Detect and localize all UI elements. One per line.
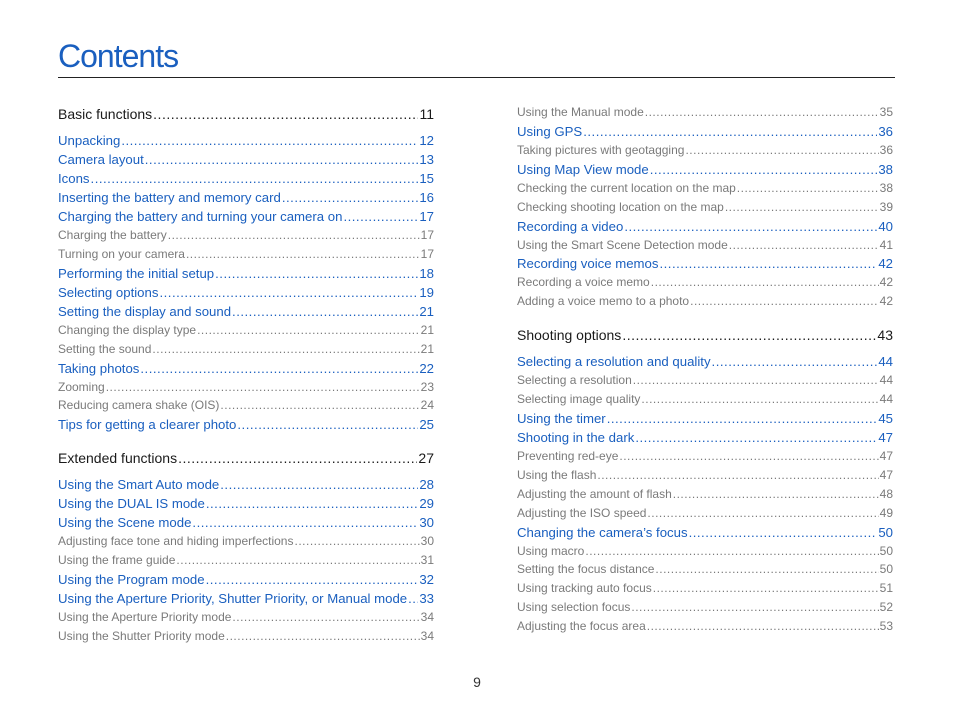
toc-entry <box>58 396 434 415</box>
dot-leader <box>647 617 879 636</box>
toc-entry-title: Charging the battery and turning your camera on <box>58 209 343 224</box>
toc-entry-page: 34 <box>420 610 434 625</box>
toc-entry-title: Checking the current location on the map <box>517 180 736 195</box>
toc-entry-title: Adding a voice memo to a photo <box>517 294 690 309</box>
toc-entry-title: Using the timer <box>517 411 606 427</box>
toc-entry-title: Using the Shutter Priority mode <box>58 629 225 644</box>
dot-leader <box>685 141 878 160</box>
dot-leader <box>650 160 878 179</box>
toc-entry-page: 33 <box>419 591 434 607</box>
toc-entry-title: Using tracking auto focus <box>517 581 652 596</box>
toc-entry[interactable] <box>58 264 434 283</box>
toc-entry[interactable] <box>58 589 434 608</box>
toc-entry-page: 32 <box>419 572 434 588</box>
toc-entry-page: 24 <box>420 398 434 413</box>
toc-entry-title: Shooting options <box>517 327 622 344</box>
toc-entry <box>517 617 893 636</box>
toc-entry <box>517 579 893 598</box>
toc-entry <box>58 627 434 646</box>
toc-entry-title: Charging the battery <box>58 228 167 242</box>
toc-entry <box>517 466 893 485</box>
toc-entry[interactable] <box>58 207 434 226</box>
toc-entry-title: Using selection focus <box>517 600 631 615</box>
dot-leader <box>651 273 879 292</box>
toc-entry[interactable] <box>517 352 893 371</box>
toc-entry-title: Adjusting the ISO speed <box>517 505 647 520</box>
toc-entry-page: 51 <box>879 581 893 596</box>
toc-entry-title: Using the frame guide <box>58 553 176 568</box>
toc-entry <box>517 198 893 217</box>
toc-entry <box>517 542 893 561</box>
toc-entry <box>517 141 893 160</box>
toc-entry[interactable] <box>58 302 434 321</box>
section-gap <box>517 311 893 325</box>
toc-entry-page: 36 <box>878 123 893 139</box>
dot-leader <box>585 542 878 561</box>
toc-entry-title: Inserting the battery and memory card <box>58 190 281 205</box>
dot-leader <box>206 570 419 589</box>
dot-leader <box>215 264 418 283</box>
toc-left-column <box>58 104 434 646</box>
toc-entry <box>517 273 893 292</box>
toc-entry[interactable] <box>517 409 893 428</box>
toc-entry-title: Setting the focus distance <box>517 562 655 577</box>
toc-entry-title: Selecting options <box>58 284 159 300</box>
toc-entry-title: Shooting in the dark <box>517 430 635 446</box>
toc-entry-title: Camera layout <box>58 152 144 167</box>
toc-entry <box>58 226 434 245</box>
toc-entry-page: 12 <box>419 133 434 148</box>
toc-entry-title: Using the Scene mode <box>58 515 192 531</box>
dot-leader <box>232 608 419 627</box>
toc-entry-page: 50 <box>879 543 893 558</box>
toc-entry[interactable] <box>517 523 893 542</box>
toc-entry[interactable] <box>517 217 893 236</box>
toc-entry[interactable] <box>58 150 434 169</box>
toc-entry-page: 19 <box>419 284 434 300</box>
dot-leader <box>408 589 418 608</box>
toc-entry-page: 25 <box>419 417 434 433</box>
dot-leader <box>659 254 877 273</box>
toc-entry-page: 48 <box>879 486 893 501</box>
toc-entry-page: 44 <box>878 354 893 370</box>
toc-entry-title: Setting the display and sound <box>58 303 232 319</box>
toc-entry-page: 17 <box>420 246 434 261</box>
toc-entry[interactable] <box>58 513 434 532</box>
toc-entry-title: Using the DUAL IS mode <box>58 496 205 512</box>
toc-entry-page: 38 <box>879 180 893 195</box>
toc-entry-title: Unpacking <box>58 133 121 148</box>
toc-entry-title: Reducing camera shake (OIS) <box>58 398 220 413</box>
dot-leader <box>633 371 879 390</box>
toc-entry[interactable] <box>58 415 434 434</box>
dot-leader <box>220 475 418 494</box>
dot-leader <box>619 447 878 466</box>
toc-entry-page: 29 <box>419 496 434 512</box>
dot-leader <box>725 198 879 217</box>
toc-entry <box>517 485 893 504</box>
toc-entry <box>58 378 434 397</box>
dot-leader <box>168 226 420 245</box>
toc-entry-page: 45 <box>878 411 893 427</box>
dot-leader <box>226 627 420 646</box>
toc-entry-page: 50 <box>878 524 893 540</box>
dot-leader <box>186 245 420 264</box>
toc-entry <box>58 340 434 359</box>
toc-entry <box>517 179 893 198</box>
dot-leader <box>712 352 878 371</box>
dot-leader <box>690 292 879 311</box>
dot-leader <box>607 409 878 428</box>
dot-leader <box>343 207 418 226</box>
toc-entry-page: 34 <box>420 629 434 644</box>
toc-entry-title: Using the Smart Scene Detection mode <box>517 237 728 252</box>
toc-entry-page: 17 <box>419 209 434 224</box>
dot-leader <box>624 217 877 236</box>
toc-entry-title: Selecting a resolution and quality <box>517 354 711 370</box>
dot-leader <box>178 448 417 468</box>
toc-entry[interactable] <box>517 254 893 273</box>
toc-entry-title: Turning on your camera <box>58 246 185 261</box>
toc-entry-page: 28 <box>419 477 434 493</box>
toc-entry-page: 43 <box>877 327 893 344</box>
dot-leader <box>729 236 879 255</box>
toc-entry-title: Adjusting face tone and hiding imperfections <box>58 534 294 549</box>
toc-entry[interactable] <box>58 570 434 589</box>
toc-entry-title: Using the Manual mode <box>517 105 644 119</box>
toc-entry-title: Taking pictures with geotagging <box>517 142 685 157</box>
dot-leader <box>583 122 877 141</box>
toc-section-heading <box>517 325 893 345</box>
toc-entry-title: Recording a voice memo <box>517 275 650 290</box>
toc-entry-title: Checking shooting location on the map <box>517 199 724 214</box>
toc-entry-page: 11 <box>419 106 434 122</box>
toc-entry[interactable] <box>517 122 893 141</box>
dot-leader <box>641 390 878 409</box>
dot-leader <box>140 359 418 378</box>
toc-entry-page: 52 <box>879 600 893 615</box>
toc-entry-title: Recording a video <box>517 218 624 234</box>
toc-entry-page: 41 <box>879 237 893 252</box>
toc-entry-title: Using the Program mode <box>58 572 205 588</box>
toc-entry-page: 31 <box>420 553 434 568</box>
dot-leader <box>645 103 879 122</box>
toc-entry-title: Changing the display type <box>58 322 197 337</box>
toc-entry-title: Preventing red-eye <box>517 449 619 464</box>
toc-entry[interactable] <box>58 169 434 188</box>
toc-entry-title: Taking photos <box>58 360 140 376</box>
toc-entry-title: Recording voice memos <box>517 256 659 272</box>
toc-entry <box>517 447 893 466</box>
dot-leader <box>282 188 418 207</box>
dot-leader <box>145 150 419 169</box>
toc-entry-page: 21 <box>419 303 434 319</box>
toc-entry-page: 23 <box>420 379 434 394</box>
toc-entry-title: Tips for getting a clearer photo <box>58 417 237 433</box>
toc-section-heading <box>58 448 434 468</box>
toc-entry-title: Extended functions <box>58 450 178 467</box>
toc-entry <box>517 598 893 617</box>
dot-leader <box>153 104 418 124</box>
dot-leader <box>631 598 878 617</box>
toc-entry-page: 49 <box>879 505 893 520</box>
toc-entry-page: 22 <box>419 360 434 376</box>
toc-right-column <box>517 103 893 636</box>
dot-leader <box>622 325 876 345</box>
toc-entry <box>517 292 893 311</box>
toc-entry-page: 53 <box>879 619 893 634</box>
dot-leader <box>673 485 879 504</box>
toc-entry-title: Using Map View mode <box>517 161 649 177</box>
toc-entry[interactable] <box>58 283 434 302</box>
toc-entry <box>517 236 893 255</box>
toc-entry <box>58 245 434 264</box>
toc-entry-title: Using macro <box>517 543 585 558</box>
dot-leader <box>232 302 418 321</box>
toc-entry-page: 42 <box>879 294 893 309</box>
toc-entry-page: 47 <box>879 449 893 464</box>
toc-entry-title: Performing the initial setup <box>58 265 215 281</box>
toc-entry[interactable] <box>517 428 893 447</box>
toc-entry[interactable] <box>58 475 434 494</box>
toc-entry[interactable] <box>517 160 893 179</box>
toc-entry-page: 47 <box>879 467 893 482</box>
toc-entry-title: Using GPS <box>517 123 583 139</box>
toc-entry-page: 15 <box>419 171 434 186</box>
dot-leader <box>91 169 419 188</box>
dot-leader <box>653 579 879 598</box>
toc-section-heading <box>58 104 434 124</box>
toc-entry-title: Setting the sound <box>58 341 152 356</box>
toc-entry-page: 16 <box>419 190 434 205</box>
toc-entry-page: 40 <box>878 218 893 234</box>
toc-entry-title: Using the flash <box>517 467 597 482</box>
toc-entry-page: 18 <box>419 265 434 281</box>
dot-leader <box>192 513 418 532</box>
dot-leader <box>197 321 420 340</box>
toc-entry <box>517 504 893 523</box>
dot-leader <box>689 523 878 542</box>
toc-entry-title: Adjusting the amount of flash <box>517 486 672 501</box>
dot-leader <box>176 551 419 570</box>
toc-entry-title: Icons <box>58 171 90 186</box>
toc-entry-page: 30 <box>419 515 434 531</box>
toc-entry-page: 47 <box>878 430 893 446</box>
toc-entry-page: 42 <box>879 275 893 290</box>
toc-entry <box>517 371 893 390</box>
toc-entry-title: Basic functions <box>58 106 153 122</box>
toc-entry-page: 36 <box>879 142 893 157</box>
toc-entry <box>517 103 893 122</box>
toc-entry-title: Using the Smart Auto mode <box>58 477 220 493</box>
page-number: 9 <box>473 674 481 690</box>
toc-entry-page: 13 <box>419 152 434 167</box>
toc-entry-page: 44 <box>879 373 893 388</box>
dot-leader <box>647 504 878 523</box>
toc-entry-page: 39 <box>879 199 893 214</box>
toc-entry-page: 21 <box>420 322 434 337</box>
toc-entry-page: 27 <box>418 450 434 467</box>
dot-leader <box>152 340 419 359</box>
dot-leader <box>597 466 878 485</box>
dot-leader <box>121 131 418 150</box>
toc-entry[interactable] <box>58 494 434 513</box>
dot-leader <box>206 494 418 513</box>
toc-entry-page: 35 <box>879 105 893 119</box>
toc-entry[interactable] <box>58 131 434 150</box>
toc-entry-title: Selecting image quality <box>517 392 641 407</box>
dot-leader <box>159 283 418 302</box>
toc-entry-title: Using the Aperture Priority mode <box>58 610 232 625</box>
toc-entry <box>58 321 434 340</box>
toc-entry-title: Changing the camera’s focus <box>517 524 688 540</box>
toc-entry-page: 21 <box>420 341 434 356</box>
toc-entry-page: 44 <box>879 392 893 407</box>
dot-leader <box>294 532 419 551</box>
toc-entry-page: 38 <box>878 161 893 177</box>
dot-leader <box>655 560 878 579</box>
title-divider <box>58 77 895 78</box>
toc-entry-title: Using the Aperture Priority, Shutter Priority, or Manual mode <box>58 591 408 607</box>
toc-entry <box>58 551 434 570</box>
toc-entry-page: 30 <box>420 534 434 549</box>
toc-entry-title: Selecting a resolution <box>517 373 632 388</box>
toc-entry <box>517 560 893 579</box>
toc-entry <box>517 390 893 409</box>
toc-entry[interactable] <box>58 359 434 378</box>
dot-leader <box>737 179 879 198</box>
toc-entry-title: Adjusting the focus area <box>517 619 646 634</box>
dot-leader <box>106 378 420 397</box>
dot-leader <box>635 428 877 447</box>
toc-entry-page: 50 <box>879 562 893 577</box>
toc-entry-page: 17 <box>420 228 434 242</box>
toc-entry <box>58 608 434 627</box>
dot-leader <box>237 415 418 434</box>
section-gap <box>58 434 434 448</box>
toc-entry-title: Zooming <box>58 379 105 394</box>
toc-entry[interactable] <box>58 188 434 207</box>
page-title: Contents <box>58 38 179 74</box>
toc-entry-page: 42 <box>878 256 893 272</box>
toc-entry <box>58 532 434 551</box>
dot-leader <box>220 396 419 415</box>
